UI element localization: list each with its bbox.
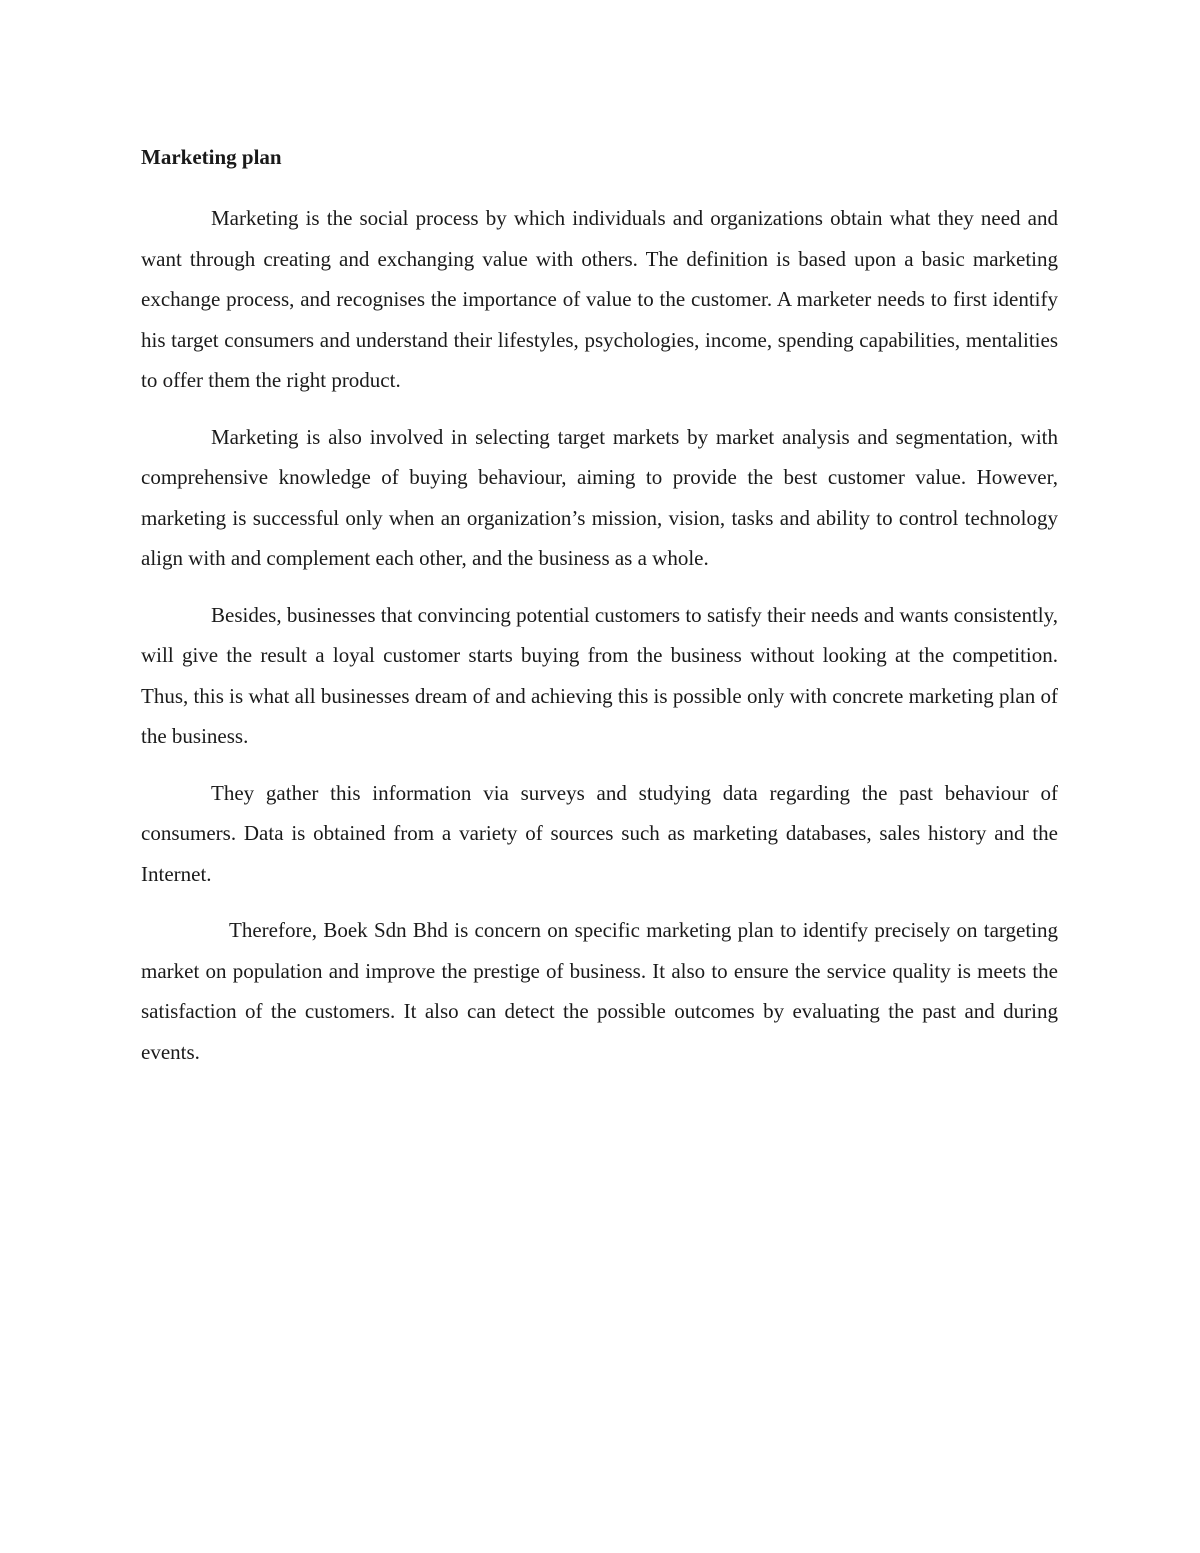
section-heading: Marketing plan xyxy=(141,145,282,169)
document-body xyxy=(141,142,1058,1088)
paragraph-marketing-definition: Marketing is the social process by which individuals and organizations obtain what they need and want through creating and exchanging value with others. The definition is based upon a basic marketing exchange process, and recognises the importance of value to the customer. A marketer needs to first identify his target consumers and understand their lifestyles, psychologies, income, spending capabilities, mentalities to offer them the right product. xyxy=(141,206,1058,392)
paragraph-loyal-customers: Besides, businesses that convincing potential customers to satisfy their needs and wants consistently, will give the result a loyal customer starts buying from the business without looking at the competition. Thus, this is what all businesses dream of and achieving this is possible only with concrete marketing plan of the business. xyxy=(141,602,1058,748)
paragraph-data-gathering: They gather this information via surveys and studying data regarding the past behaviour of consumers. Data is obtained from a variety of sources such as marketing databases, sales history and the Internet. xyxy=(141,780,1058,886)
paragraph-conclusion: Therefore, Boek Sdn Bhd is concern on specific marketing plan to identify precisely on targeting market on population and improve the prestige of business. It also to ensure the service quality is meets the satisfaction of the customers. It also can detect the possible outcomes by evaluating the past and during events. xyxy=(141,918,1058,1064)
paragraph-target-markets: Marketing is also involved in selecting target markets by market analysis and segmentation, with comprehensive knowledge of buying behaviour, aiming to provide the best customer value. However, marketing is successful only when an organization’s mission, vision, tasks and ability to control technology align with and complement each other, and the business as a whole. xyxy=(141,424,1058,570)
